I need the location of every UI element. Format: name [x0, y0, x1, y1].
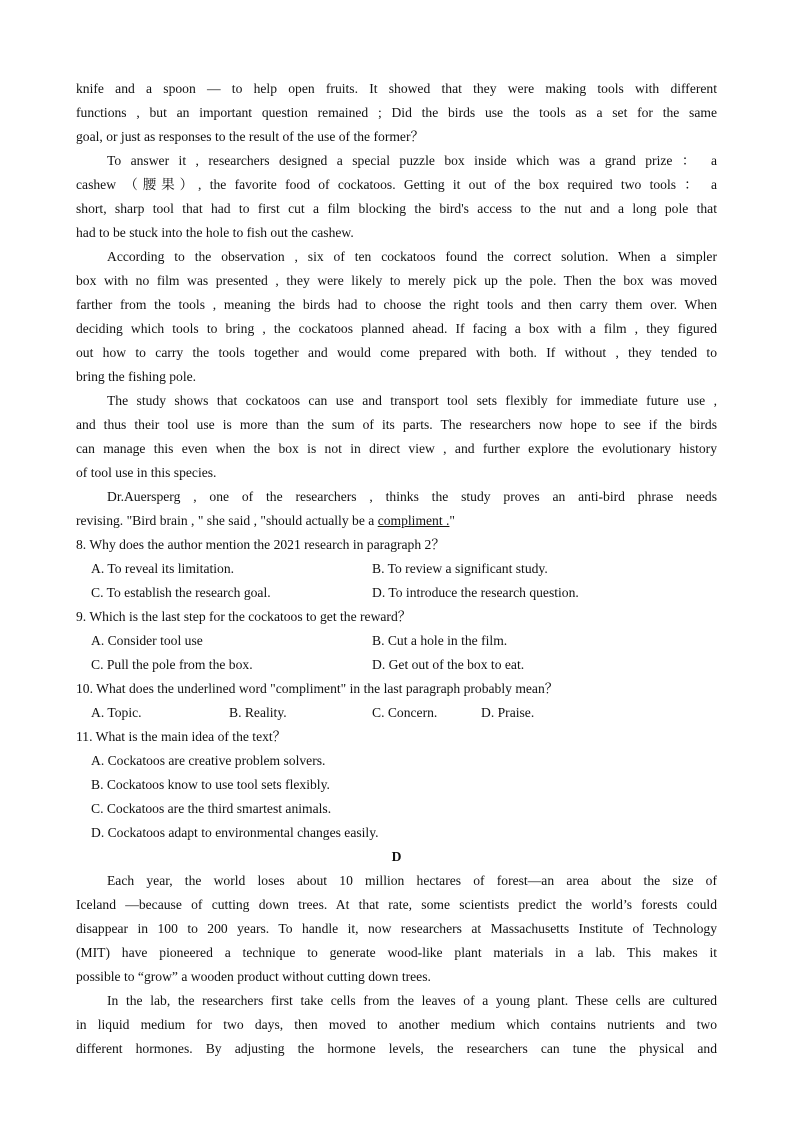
passage-c-line: The study shows that cockatoos can use and transport tool sets flexibly for immediate future use , — [107, 393, 717, 408]
passage-c-line: short, sharp tool that had to first cut a film blocking the bird's access to the nut and a long pole that — [76, 201, 717, 216]
passage-c-line: Dr.Auersperg , one of the researchers , thinks the study proves an anti-bird phrase needs — [107, 489, 717, 504]
answer-option-b: B. Cut a hole in the film. — [372, 633, 508, 648]
section-d-line: (MIT) have pioneered a technique to generate wood-like plant materials in a lab. This makes it — [76, 945, 717, 960]
option-row — [76, 797, 717, 821]
passage-c-line: bring the fishing pole. — [76, 369, 197, 384]
option-row — [76, 581, 717, 605]
answer-option-d: D. Cockatoos adapt to environmental changes easily. — [91, 825, 379, 840]
answer-option-c: C. To establish the research goal. — [91, 585, 271, 600]
option-row — [76, 629, 717, 653]
question-8 — [76, 533, 717, 605]
option-row — [76, 749, 717, 773]
questions — [76, 533, 717, 845]
answer-option-d: D. Praise. — [481, 705, 535, 720]
passage-c-line — [76, 509, 717, 533]
question-9 — [76, 605, 717, 677]
passage-c-line: had to be stuck into the hole to fish out the cashew. — [76, 225, 354, 240]
underlined-word-compliment: compliment . — [377, 513, 450, 528]
answer-option-c: C. Cockatoos are the third smartest animals. — [91, 801, 332, 816]
passage-c-line: goal, or just as responses to the result of the use of the former？ — [76, 129, 425, 144]
option-row — [76, 557, 717, 581]
question-10 — [76, 677, 717, 725]
passage-c-line: box with no film was presented , they were likely to merely pick up the pole. Then the box was moved — [76, 273, 717, 288]
question-11 — [76, 725, 717, 845]
passage-c-line: deciding which tools to bring , the cockatoos planned ahead. If facing a box with a film , they figured — [76, 321, 717, 336]
answer-option-b: B. Cockatoos know to use tool sets flexibly. — [91, 777, 330, 792]
section-d-line: In the lab, the researchers first take cells from the leaves of a young plant. These cells are cultured — [107, 993, 717, 1008]
section-d — [76, 845, 717, 1061]
passage-c-line: can manage this even when the box is not in direct view , and further explore the evolutionary history — [76, 441, 717, 456]
section-d-line: Each year, the world loses about 10 million hectares of forest—an area about the size of — [107, 873, 717, 888]
question-stem: 10. What does the underlined word "compliment" in the last paragraph probably mean？ — [76, 681, 559, 696]
option-row — [76, 653, 717, 677]
question-stem: 8. Why does the author mention the 2021 research in paragraph 2？ — [76, 537, 445, 552]
section-d-heading: D — [391, 849, 402, 864]
section-d-line: different hormones. By adjusting the hormone levels, the researchers can tune the physical and — [76, 1041, 717, 1056]
passage-c-line: functions , but an important question remained ; Did the birds use the tools as a set for the same — [76, 105, 717, 120]
answer-option-a: A. Consider tool use — [91, 633, 203, 648]
passage-c-line: To answer it , researchers designed a special puzzle box inside which was a grand prize ： a — [107, 153, 717, 168]
section-d-line: Iceland —because of cutting down trees. At that rate, some scientists predict the world’s forests could — [76, 897, 717, 912]
passage-c-line: According to the observation , six of ten cockatoos found the correct solution. When a simpler — [107, 249, 717, 264]
answer-option-b: B. Reality. — [229, 705, 287, 720]
answer-option-c: C. Pull the pole from the box. — [91, 657, 253, 672]
answer-option-a: A. Topic. — [91, 705, 142, 720]
passage-c — [76, 77, 717, 533]
answer-option-a: A. Cockatoos are creative problem solvers. — [91, 753, 326, 768]
passage-c-line: cashew （腰果）, the favorite food of cockatoos. Getting it out of the box required two tools ： a — [76, 177, 717, 192]
passage-c-line: farther from the tools , meaning the birds had to choose the right tools and then carry them over. When — [76, 297, 717, 312]
passage-c-line: and thus their tool use is more than the sum of its parts. The researchers now hope to see if the birds — [76, 417, 717, 432]
passage-c-line-start: revising. "Bird brain , " she said , "should actually be a — [76, 513, 378, 528]
passage-c-line: out how to carry the tools together and would come prepared with both. If without , they tended to — [76, 345, 717, 360]
answer-option-d: D. Get out of the box to eat. — [372, 657, 525, 672]
answer-option-c: C. Concern. — [372, 705, 438, 720]
section-d-line: possible to “grow” a wooden product without cutting down trees. — [76, 969, 431, 984]
question-stem: 9. Which is the last step for the cockatoos to get the reward？ — [76, 609, 412, 624]
answer-option-a: A. To reveal its limitation. — [91, 561, 235, 576]
passage-c-line: knife and a spoon — to help open fruits. It showed that they were making tools with different — [76, 81, 717, 96]
option-row — [76, 701, 717, 725]
question-stem: 11. What is the main idea of the text？ — [76, 729, 287, 744]
section-d-text — [76, 869, 717, 1061]
option-row — [76, 773, 717, 797]
option-row — [76, 821, 717, 845]
answer-option-b: B. To review a significant study. — [372, 561, 548, 576]
section-d-line: in liquid medium for two days, then moved to another medium which contains nutrients and two — [76, 1017, 717, 1032]
passage-c-line: of tool use in this species. — [76, 465, 217, 480]
section-d-line: disappear in 100 to 200 years. To handle it, now researchers at Massachusetts Institute of Technology — [76, 921, 717, 936]
answer-option-d: D. To introduce the research question. — [372, 585, 579, 600]
passage-c-line-end: " — [449, 513, 455, 528]
